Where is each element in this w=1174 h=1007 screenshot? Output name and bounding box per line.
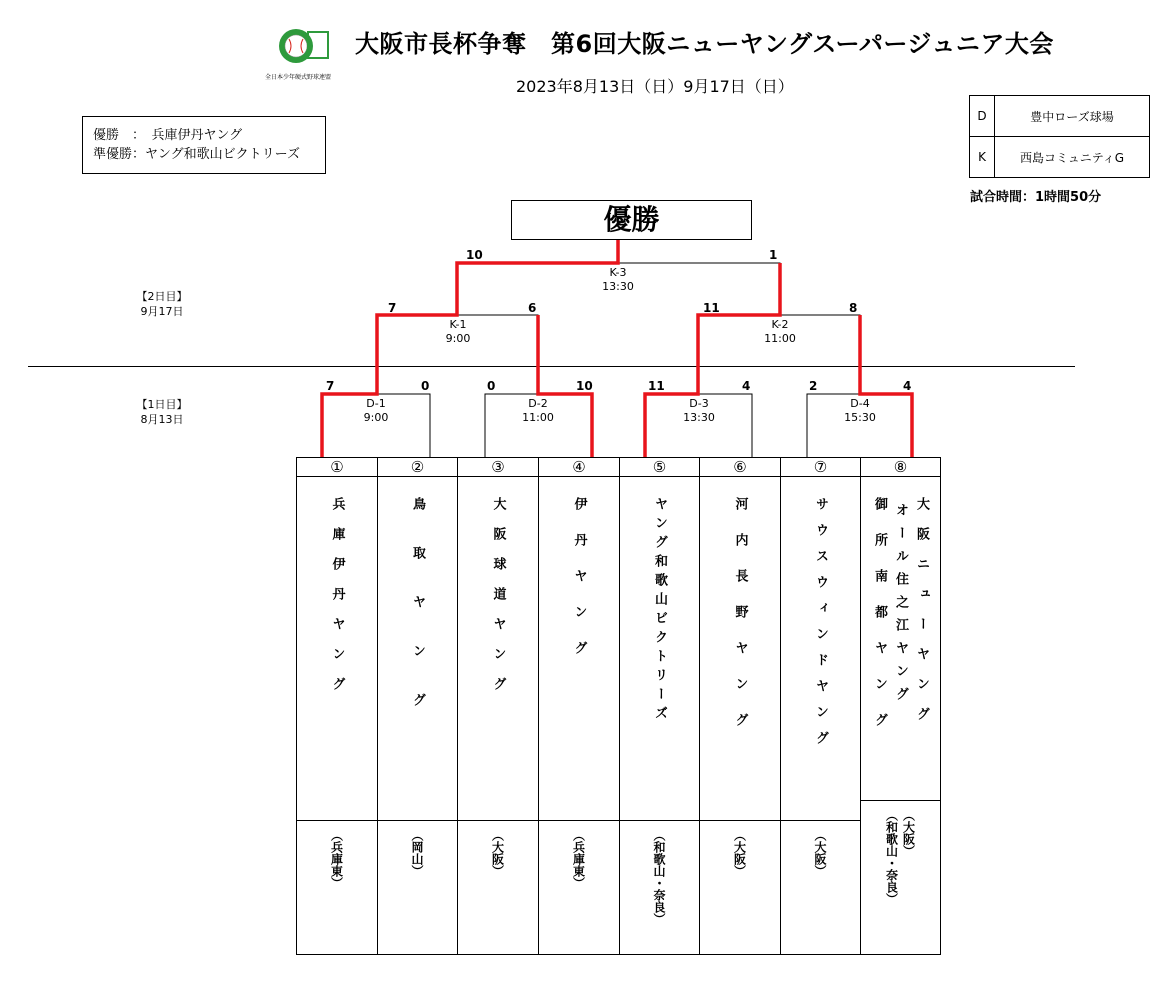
match-d3-info <box>659 397 739 425</box>
score-k2-right: 8 <box>849 301 858 315</box>
team-column <box>700 458 781 954</box>
team-name: 伊丹ヤング <box>571 497 587 677</box>
score-final-right: 1 <box>769 248 778 262</box>
game-time: 試合時間：1時間50分 <box>970 190 1102 205</box>
team-region: （兵庫東） <box>329 829 344 889</box>
match-d2-info <box>498 397 578 425</box>
tournament-date: 2023年8月13日（日）9月17日（日） <box>516 77 794 96</box>
team-region: （岡山） <box>410 829 424 877</box>
day-label: 【1日目】 <box>136 398 188 411</box>
match-time: 11:00 <box>522 411 554 424</box>
team-region: （大阪） <box>490 829 505 877</box>
venue-name: 西島コミュニティG <box>995 137 1150 178</box>
match-id: D-2 <box>528 397 548 410</box>
team-name: オール住之江ヤング <box>893 503 908 710</box>
match-d1-info <box>336 397 416 425</box>
team-number: ④ <box>539 458 619 477</box>
team-column <box>297 458 378 954</box>
score-d2-right: 10 <box>576 379 593 393</box>
score-d4-right: 4 <box>903 379 912 393</box>
team-name-cell <box>539 497 619 821</box>
team-name-cell <box>781 497 860 821</box>
day-date: 8月13日 <box>140 413 184 426</box>
venue-name: 豊中ローズ球場 <box>995 96 1150 137</box>
score-d1-right: 0 <box>421 379 430 393</box>
team-region: （和歌山・奈良） <box>652 829 666 925</box>
team-column <box>378 458 458 954</box>
match-time: 9:00 <box>363 411 389 424</box>
team-name-cell <box>458 497 538 821</box>
match-id: K-1 <box>449 318 467 331</box>
svg-text:全日本少年硬式野球連盟: 全日本少年硬式野球連盟 <box>264 74 332 81</box>
team-number: ⑦ <box>781 458 860 477</box>
team-name: 大阪ニューヤング <box>914 497 929 737</box>
team-number: ② <box>378 458 457 477</box>
match-k1-info <box>418 318 498 346</box>
team-number: ③ <box>458 458 538 477</box>
winner-line: 優勝 ： 兵庫伊丹ヤング <box>93 128 243 143</box>
match-d4-info <box>820 397 900 425</box>
team-number: ⑤ <box>620 458 699 477</box>
team-name-cell <box>620 497 699 821</box>
page-title: 大阪市長杯争奪 第6回大阪ニューヤングスーパージュニア大会 <box>355 30 1054 58</box>
runner-up-line: 準優勝：ヤング和歌山ビクトリーズ <box>93 147 300 162</box>
team-region: （兵庫東） <box>571 829 586 889</box>
match-final-info <box>578 266 658 294</box>
score-k1-left: 7 <box>388 301 397 315</box>
venue-code: K <box>970 137 995 178</box>
team-number: ⑥ <box>700 458 780 477</box>
team-name: 兵庫伊丹ヤング <box>329 497 345 707</box>
match-time: 11:00 <box>764 332 796 345</box>
venue-code: D <box>970 96 995 137</box>
match-k2-info <box>740 318 820 346</box>
team-region: （和歌山・奈良） <box>884 809 899 905</box>
score-d3-right: 4 <box>742 379 751 393</box>
match-time: 9:00 <box>445 332 471 345</box>
match-id: D-3 <box>689 397 709 410</box>
match-time: 13:30 <box>683 411 715 424</box>
team-name: 河内長野ヤング <box>732 497 748 749</box>
match-id: K-2 <box>771 318 789 331</box>
score-final-left: 10 <box>466 248 483 262</box>
champion-box: 優勝 <box>511 200 752 240</box>
match-time: 15:30 <box>844 411 876 424</box>
winner-path-team5 <box>645 263 780 457</box>
score-k1-right: 6 <box>528 301 537 315</box>
team-number: ① <box>297 458 377 477</box>
team-name: サウスウィンドヤング <box>813 497 828 757</box>
team-name: 大阪球道ヤング <box>490 497 506 707</box>
score-k2-left: 11 <box>703 301 720 315</box>
day-date: 9月17日 <box>140 305 184 318</box>
team-name: ヤング和歌山ビクトリーズ <box>652 497 667 725</box>
team-region: （大阪） <box>813 829 827 877</box>
team-column <box>861 458 940 954</box>
team-region: （大阪） <box>732 829 747 877</box>
team-column <box>620 458 700 954</box>
score-d2-left: 0 <box>487 379 496 393</box>
team-name: 鳥取ヤング <box>410 497 425 742</box>
day-label: 【2日目】 <box>136 290 188 303</box>
team-region-group <box>861 801 940 905</box>
team-name-cell <box>378 497 457 821</box>
team-column <box>781 458 861 954</box>
team-name: 御所南都ヤング <box>872 497 887 749</box>
team-region: （大阪） <box>901 809 916 857</box>
team-column <box>458 458 539 954</box>
match-time: 13:30 <box>602 280 634 293</box>
teams-table <box>296 457 941 955</box>
match-id: D-1 <box>366 397 386 410</box>
match-id: D-4 <box>850 397 870 410</box>
team-name-cell <box>700 497 780 821</box>
score-d4-left: 2 <box>809 379 818 393</box>
score-d1-left: 7 <box>326 379 335 393</box>
team-name-cell <box>297 497 377 821</box>
team-number: ⑧ <box>861 458 940 477</box>
score-d3-left: 11 <box>648 379 665 393</box>
team-name-cell <box>861 477 940 801</box>
match-id: K-3 <box>609 266 627 279</box>
team-column <box>539 458 620 954</box>
